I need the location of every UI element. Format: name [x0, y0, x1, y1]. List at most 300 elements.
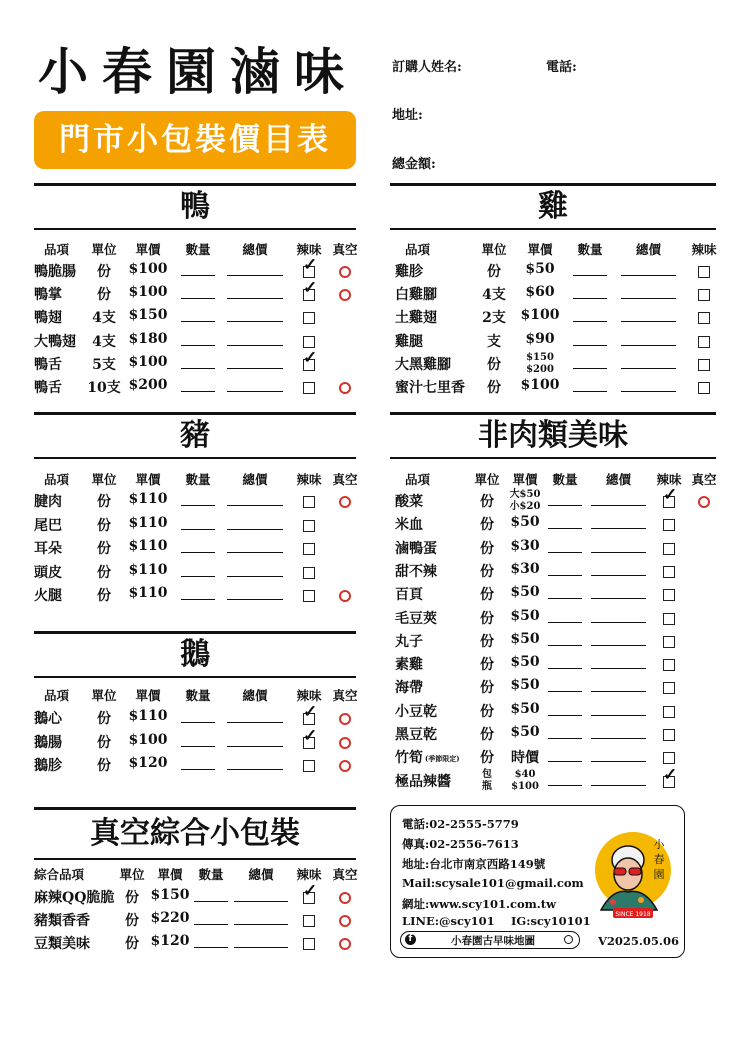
spicy-checkbox[interactable] [303, 496, 315, 508]
contact-card [390, 805, 685, 958]
section-combo [34, 807, 356, 860]
qty-field[interactable] [548, 528, 582, 529]
contact-line: LINE:@scy101 [402, 914, 495, 928]
qty-field[interactable] [181, 552, 215, 553]
spicy-checkbox[interactable] [698, 382, 710, 394]
contact-mail[interactable]: Mail:scysale101@gmail.com [402, 876, 584, 890]
spicy-checkbox[interactable] [303, 725, 318, 749]
header-vacuum: 真空 [332, 688, 358, 703]
contact-address: 地址:台北市南京西路149號 [402, 857, 546, 871]
header-total: 總價 [605, 472, 631, 487]
spicy-checkbox[interactable] [303, 938, 315, 950]
item-unit: 份 [487, 356, 501, 373]
header-qty: 數量 [552, 472, 578, 487]
header-total: 總價 [242, 688, 268, 703]
total-field[interactable] [591, 738, 646, 739]
vacuum-circle-icon [339, 737, 351, 749]
item-price-top: $150 [526, 351, 554, 363]
spicy-checkbox[interactable] [663, 589, 675, 601]
qty-field[interactable] [181, 769, 215, 770]
header-price: 單價 [512, 472, 538, 487]
total-field[interactable] [591, 505, 646, 506]
header-total: 總價 [248, 867, 274, 882]
item-name: 雞胗 [395, 264, 423, 280]
item-name: 雞腿 [395, 333, 423, 350]
item-name: 耳朵 [34, 541, 62, 557]
item-name: 尾巴 [34, 517, 62, 534]
qty-field[interactable] [181, 505, 215, 506]
item-name: 火腿 [34, 588, 62, 604]
item-unit: 份 [97, 711, 111, 727]
qty-field[interactable] [194, 924, 228, 925]
spicy-checkbox[interactable] [663, 543, 675, 555]
total-field[interactable] [591, 552, 646, 553]
item-unit: 份 [480, 610, 494, 627]
total-field[interactable] [621, 275, 676, 276]
total-field[interactable] [621, 345, 676, 346]
checkmark-icon: ✓ [663, 764, 678, 785]
qty-field[interactable] [181, 345, 215, 346]
section-title: 豬 [180, 418, 210, 453]
spicy-checkbox[interactable] [698, 336, 710, 348]
qty-field[interactable] [181, 321, 215, 322]
item-price-bottom: $100 [511, 780, 539, 792]
item-price: $50 [510, 514, 540, 531]
header-price: 單價 [527, 242, 553, 257]
item-unit: 4支 [92, 310, 116, 327]
spicy-checkbox[interactable] [303, 312, 315, 324]
brand-logo [593, 830, 673, 920]
item-name: 大鴨翅 [34, 333, 76, 350]
total-field[interactable] [227, 505, 283, 506]
spicy-checkbox[interactable] [303, 567, 315, 579]
item-name: 小豆乾 [395, 703, 437, 720]
item-price: $30 [510, 537, 540, 554]
spicy-checkbox[interactable] [303, 760, 315, 772]
total-field[interactable] [227, 599, 283, 600]
item-price: $60 [525, 284, 555, 301]
item-unit: 5支 [92, 356, 116, 373]
header-vacuum: 真空 [691, 472, 717, 487]
item-name: 鵝心 [34, 711, 62, 727]
logo-char-2: 春 [653, 853, 665, 866]
qty-field[interactable] [194, 947, 228, 948]
total-field[interactable] [227, 298, 283, 299]
item-unit: 份 [480, 657, 494, 674]
item-price: $50 [510, 677, 540, 694]
item-price: $100 [128, 284, 168, 301]
total-field[interactable] [234, 924, 288, 925]
item-price: $100 [128, 261, 168, 277]
qty-field[interactable] [181, 391, 215, 392]
qty-field[interactable] [573, 298, 607, 299]
header-price: 單價 [135, 688, 161, 703]
section-duck [34, 183, 356, 230]
spicy-checkbox[interactable] [303, 255, 318, 278]
item-price: 時價 [511, 750, 539, 767]
total-field[interactable] [591, 528, 646, 529]
qty-field[interactable] [548, 505, 582, 506]
item-unit: 份 [487, 380, 501, 396]
spicy-checkbox[interactable] [303, 881, 318, 904]
header-total: 總價 [242, 242, 268, 257]
order-address-label: 地址: [392, 108, 423, 123]
item-unit: 份 [125, 913, 139, 929]
total-field[interactable] [227, 576, 283, 577]
section-title-rule [390, 228, 716, 230]
item-unit: 4支 [92, 333, 116, 350]
header-qty: 數量 [198, 867, 224, 882]
spicy-checkbox[interactable] [698, 312, 710, 324]
header-item: 品項 [405, 472, 431, 487]
map-link-label: 小春園古早味地圖 [451, 935, 535, 947]
item-price: $50 [510, 700, 540, 717]
logo-char-1: 小 [653, 838, 665, 851]
item-unit: 份 [487, 264, 501, 280]
item-name: 素雞 [395, 657, 423, 674]
header-price: 單價 [157, 867, 183, 882]
spicy-checkbox[interactable] [663, 566, 675, 578]
spicy-checkbox[interactable] [303, 915, 315, 927]
vacuum-circle-icon [339, 496, 351, 508]
item-price-top: 大$50 [509, 489, 541, 500]
total-field[interactable] [227, 345, 283, 346]
item-name: 麻辣QQ脆脆 [34, 890, 115, 906]
qty-field[interactable] [181, 298, 215, 299]
item-price: $50 [510, 654, 540, 671]
item-unit: 包 [482, 768, 492, 780]
order-phone-label: 電話: [546, 60, 577, 75]
item-price: $110 [128, 708, 168, 724]
header-price: 單價 [135, 472, 161, 487]
total-field[interactable] [227, 529, 283, 530]
item-name: 丸子 [395, 633, 423, 650]
vacuum-circle-icon [339, 382, 351, 394]
header-qty: 數量 [577, 242, 603, 257]
item-unit: 份 [97, 734, 111, 751]
item-unit: 份 [480, 494, 494, 510]
item-name: 豆類美味 [34, 936, 90, 952]
section-pork [34, 412, 356, 459]
item-unit: 份 [97, 758, 111, 774]
order-total-label: 總金額: [392, 157, 436, 172]
spicy-checkbox[interactable] [663, 659, 675, 671]
qty-field[interactable] [548, 552, 582, 553]
total-field[interactable] [227, 368, 283, 369]
qty-field[interactable] [181, 529, 215, 530]
item-unit: 2支 [482, 310, 506, 327]
header-unit: 單位 [91, 242, 117, 257]
header-qty: 數量 [185, 472, 211, 487]
total-field[interactable] [227, 275, 283, 276]
section-title: 鵝 [180, 637, 210, 672]
contact-ig: IG:scy10101 [511, 914, 591, 928]
item-name: 頭皮 [34, 564, 62, 581]
spicy-checkbox[interactable] [663, 636, 675, 648]
item-unit: 份 [480, 680, 494, 697]
qty-field[interactable] [181, 599, 215, 600]
item-name: 豬類香香 [34, 913, 90, 929]
spicy-checkbox[interactable] [303, 336, 315, 348]
item-unit-2: 瓶 [482, 780, 492, 792]
total-field[interactable] [591, 575, 646, 576]
checkmark-icon: ✓ [303, 347, 318, 368]
total-field[interactable] [591, 761, 646, 762]
item-unit: 份 [480, 750, 494, 767]
item-name: 海帶 [395, 680, 423, 697]
total-field[interactable] [621, 391, 676, 392]
header-item: 品項 [405, 242, 431, 257]
total-field[interactable] [591, 622, 646, 623]
logo-char-3: 園 [653, 868, 665, 881]
item-unit: 份 [97, 264, 111, 280]
checkmark-icon: ✓ [663, 485, 678, 505]
qty-field[interactable] [573, 321, 607, 322]
search-icon [564, 935, 573, 944]
item-name: 滷鴨蛋 [395, 540, 437, 557]
header-vacuum: 真空 [332, 242, 358, 257]
item-price: $100 [520, 377, 560, 393]
item-price: $110 [128, 514, 168, 531]
item-price: $50 [510, 584, 540, 601]
vacuum-circle-icon [698, 496, 710, 508]
item-name: 土雞翅 [395, 310, 437, 327]
brand-title: 小春園滷味 [38, 42, 358, 101]
total-field[interactable] [591, 691, 646, 692]
item-name: 米血 [395, 517, 423, 534]
section-title: 非肉類美味 [478, 418, 628, 453]
spicy-checkbox[interactable] [698, 289, 710, 301]
spicy-checkbox[interactable] [303, 347, 318, 371]
item-price: $110 [128, 561, 168, 578]
total-field[interactable] [591, 785, 646, 786]
spicy-checkbox[interactable] [663, 485, 678, 508]
section-title-rule [34, 457, 356, 459]
total-field[interactable] [621, 298, 676, 299]
item-price: $110 [128, 491, 168, 507]
item-price: $50 [525, 261, 555, 277]
item-price: $220 [150, 910, 190, 926]
total-field[interactable] [227, 746, 283, 747]
header-spicy: 辣味 [296, 867, 322, 882]
item-name: 蜜汁七里香 [395, 380, 465, 396]
header-qty: 數量 [185, 688, 211, 703]
spicy-checkbox[interactable] [303, 590, 315, 602]
item-price: $150 [150, 887, 190, 903]
item-price: $110 [128, 585, 168, 601]
qty-field[interactable] [548, 622, 582, 623]
item-price-top: $40 [514, 768, 536, 780]
spicy-checkbox[interactable] [663, 764, 678, 788]
item-name: 白雞腳 [395, 287, 437, 304]
header-vacuum: 真空 [332, 867, 358, 882]
contact-phone: 電話:02-2555-5779 [402, 817, 519, 831]
section-goose [34, 631, 356, 678]
item-price: $30 [510, 560, 540, 577]
spicy-checkbox[interactable] [663, 613, 675, 625]
logo-since: SINCE 1918 [615, 911, 651, 918]
price-list-banner: 門市小包裝價目表 [34, 111, 356, 169]
item-name: 鵝胗 [34, 758, 62, 774]
checkmark-icon: ✓ [303, 702, 318, 722]
item-price: $180 [128, 330, 168, 347]
header-unit: 單位 [91, 688, 117, 703]
total-field[interactable] [621, 321, 676, 322]
item-unit: 份 [97, 494, 111, 510]
item-price-bottom: 小$20 [509, 501, 541, 512]
item-name: 腱肉 [34, 494, 62, 510]
item-unit: 份 [125, 890, 139, 906]
qty-field[interactable] [573, 345, 607, 346]
item-unit: 份 [480, 540, 494, 557]
qty-field[interactable] [548, 761, 582, 762]
total-field[interactable] [227, 321, 283, 322]
spicy-checkbox[interactable] [303, 382, 315, 394]
item-unit: 份 [97, 517, 111, 534]
total-field[interactable] [227, 391, 283, 392]
header-spicy: 辣味 [296, 472, 322, 487]
contact-website[interactable]: 網址:www.scy101.com.tw [402, 897, 557, 911]
section-title: 真空綜合小包裝 [90, 816, 300, 851]
header-unit: 單位 [91, 472, 117, 487]
total-field[interactable] [234, 901, 288, 902]
item-name: 鴨翅 [34, 310, 62, 327]
total-field[interactable] [591, 668, 646, 669]
item-name: 黑豆乾 [395, 727, 437, 743]
qty-field[interactable] [573, 275, 607, 276]
item-name: 鴨掌 [34, 287, 62, 304]
item-name: 百頁 [395, 587, 423, 604]
vacuum-circle-icon [339, 915, 351, 927]
header-vacuum: 真空 [332, 472, 358, 487]
section-title-rule [34, 228, 356, 230]
spicy-checkbox[interactable] [303, 543, 315, 555]
qty-field[interactable] [548, 645, 582, 646]
qty-field[interactable] [548, 785, 582, 786]
section-veg [390, 412, 716, 459]
item-unit: 份 [480, 563, 494, 580]
item-name: 大黑雞腳 [395, 356, 451, 373]
order-name-label: 訂購人姓名: [392, 60, 462, 75]
total-field[interactable] [227, 552, 283, 553]
item-price: $110 [128, 538, 168, 554]
qty-field[interactable] [181, 368, 215, 369]
vacuum-circle-icon [339, 760, 351, 772]
header-item: 品項 [44, 242, 70, 257]
spicy-checkbox[interactable] [698, 266, 710, 278]
vacuum-circle-icon [339, 938, 351, 950]
item-price: $50 [510, 630, 540, 647]
qty-field[interactable] [181, 746, 215, 747]
item-name: 甜不辣 [395, 563, 437, 580]
qty-field[interactable] [573, 391, 607, 392]
spicy-checkbox[interactable] [303, 702, 318, 725]
qty-field[interactable] [181, 275, 215, 276]
header-qty: 數量 [185, 242, 211, 257]
header-total: 總價 [635, 242, 661, 257]
total-field[interactable] [591, 715, 646, 716]
checkmark-icon: ✓ [303, 278, 318, 299]
total-field[interactable] [621, 368, 676, 369]
section-title: 雞 [538, 189, 568, 224]
qty-field[interactable] [181, 722, 215, 723]
item-unit: 份 [480, 517, 494, 534]
item-price: $120 [150, 933, 190, 949]
item-unit: 10支 [87, 380, 121, 396]
header-spicy: 辣味 [296, 688, 322, 703]
qty-field[interactable] [194, 901, 228, 902]
section-title: 鴨 [180, 189, 210, 224]
item-name: 竹筍 [395, 750, 423, 767]
contact-fax: 傳真:02-2556-7613 [402, 837, 519, 851]
vacuum-circle-icon [339, 590, 351, 602]
qty-field[interactable] [573, 368, 607, 369]
total-field[interactable] [591, 598, 646, 599]
item-note: (季節限定) [425, 754, 460, 764]
spicy-checkbox[interactable] [303, 520, 315, 532]
vacuum-circle-icon [339, 266, 351, 278]
section-title-rule [34, 858, 356, 860]
spicy-checkbox[interactable] [663, 682, 675, 694]
header-item: 品項 [44, 472, 70, 487]
qty-field[interactable] [548, 738, 582, 739]
item-unit: 支 [487, 333, 501, 350]
spicy-checkbox[interactable] [698, 359, 710, 371]
map-link[interactable] [400, 931, 580, 949]
total-field[interactable] [227, 722, 283, 723]
item-price: $50 [510, 607, 540, 624]
header-unit: 單位 [119, 867, 145, 882]
vacuum-circle-icon [339, 892, 351, 904]
item-price: $100 [128, 353, 168, 370]
spicy-checkbox[interactable] [663, 706, 675, 718]
total-field[interactable] [234, 947, 288, 948]
total-field[interactable] [227, 769, 283, 770]
item-unit: 4支 [482, 287, 506, 304]
item-price: $100 [128, 731, 168, 748]
item-name: 鴨舌 [34, 380, 62, 396]
item-unit: 份 [480, 633, 494, 650]
version-label: V2025.05.06 [598, 934, 679, 948]
qty-field[interactable] [548, 715, 582, 716]
item-unit: 份 [97, 541, 111, 557]
header-total: 總價 [242, 472, 268, 487]
total-field[interactable] [591, 645, 646, 646]
item-name: 極品辣醬 [395, 773, 451, 790]
qty-field[interactable] [548, 691, 582, 692]
item-price-bottom: $200 [526, 363, 554, 375]
qty-field[interactable] [548, 668, 582, 669]
checkmark-icon: ✓ [303, 255, 318, 275]
item-price: $150 [128, 307, 168, 324]
spicy-checkbox[interactable] [663, 519, 675, 531]
spicy-checkbox[interactable] [303, 278, 318, 301]
header-price: 單價 [135, 242, 161, 257]
item-unit: 份 [97, 287, 111, 304]
section-title-rule [34, 676, 356, 678]
spicy-checkbox[interactable] [663, 752, 675, 764]
item-unit: 份 [480, 587, 494, 604]
qty-field[interactable] [181, 576, 215, 577]
spicy-checkbox[interactable] [663, 729, 675, 741]
item-unit: 份 [97, 588, 111, 604]
qty-field[interactable] [548, 598, 582, 599]
header-spicy: 辣味 [296, 242, 322, 257]
item-price: $200 [128, 377, 168, 393]
qty-field[interactable] [548, 575, 582, 576]
item-price: $100 [520, 307, 560, 324]
vacuum-circle-icon [339, 289, 351, 301]
